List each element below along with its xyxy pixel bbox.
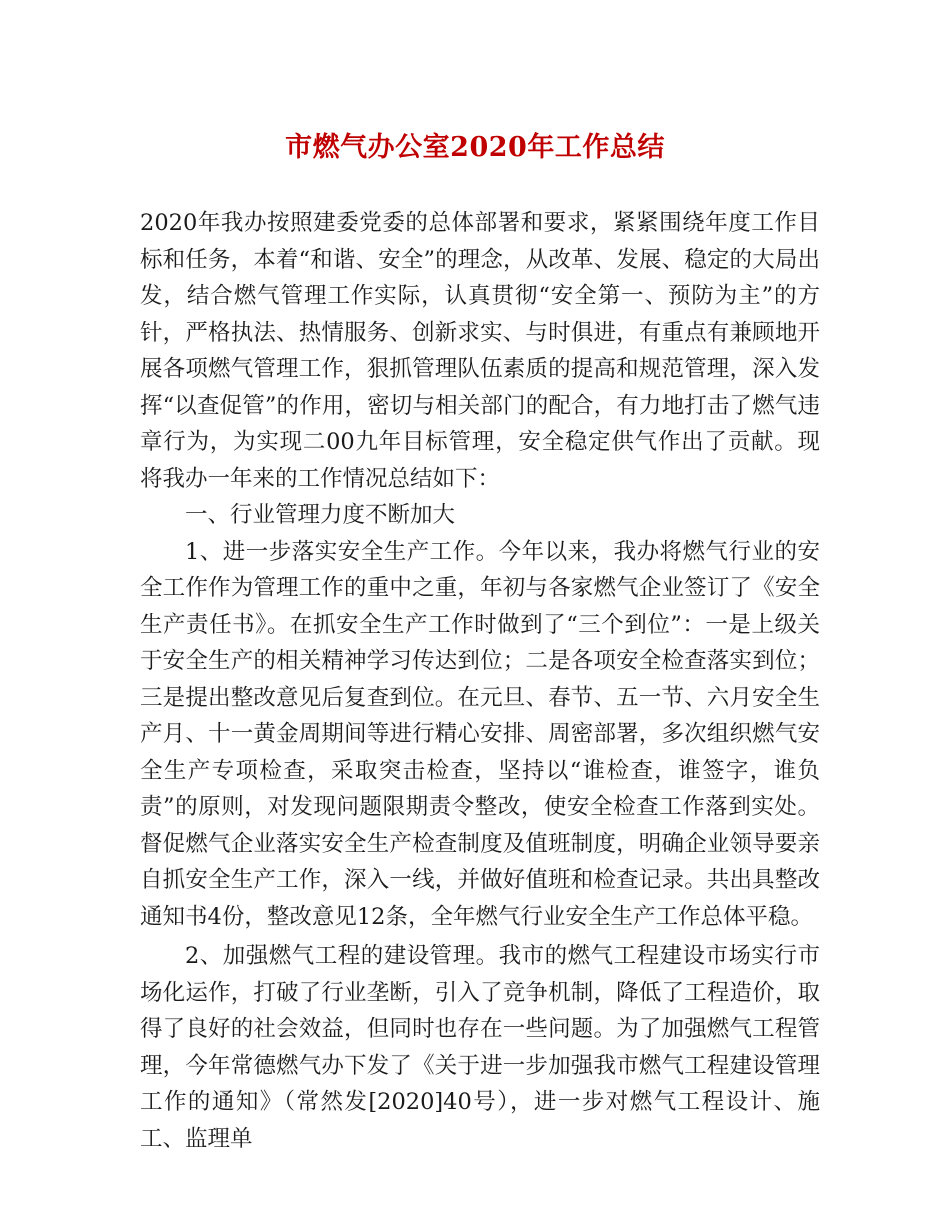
document-body (140, 205, 820, 1157)
paragraph-intro: 2020年我办按照建委党委的总体部署和要求，紧紧围绕年度工作目标和任务，本着“和谐、安全”的理念，从改革、发展、稳定的大局出发，结合燃气管理工作实际，认真贯彻“安全第一、预防为主”的方针，严格执法、热情服务、创新求实、与时俱进，有重点有兼顾地开展各项燃气管理工作，狠抓管理队伍素质的提高和规范管理，深入发挥“以查促管”的作用，密切与相关部门的配合，有力地打击了燃气违章行为，为实现二00九年目标管理，安全稳定供气作出了贡献。现将我办一年来的工作情况总结如下： (140, 210, 820, 492)
paragraph-gas-engineering: 2、加强燃气工程的建设管理。我市的燃气工程建设市场实行市场化运作，打破了行业垄断，引入了竞争机制，降低了工程造价，取得了良好的社会效益，但同时也存在一些问题。为了加强燃气工程管理，今年常德燃气办下发了《关于进一步加强我市燃气工程建设管理工作的通知》（常然发[2020]40号），进一步对燃气工程设计、施工、监理单 (140, 943, 820, 1152)
section-heading-industry-management: 一、行业管理力度不断加大 (185, 502, 456, 528)
document-title: 市燃气办公室2020年工作总结 (285, 132, 665, 163)
paragraph-safety-production: 1、进一步落实安全生产工作。今年以来，我办将燃气行业的安全工作作为管理工作的重中之重，年初与各家燃气企业签订了《安全生产责任书》。在抓安全生产工作时做到了“三个到位”：一是上级关于安全生产的相关精神学习传达到位；二是各项安全检查落实到位；三是提出整改意见后复查到位。在元旦、春节、五一节、六月安全生产月、十一黄金周期间等进行精心安排、周密部署，多次组织燃气安全生产专项检查，采取突击检查，坚持以“谁检查，谁签字，谁负责”的原则，对发现问题限期责令整改，使安全检查工作落到实处。督促燃气企业落实安全生产检查制度及值班制度，明确企业领导要亲自抓安全生产工作，深入一线，并做好值班和检查记录。共出具整改通知书4份，整改意见12条，全年燃气行业安全生产工作总体平稳。 (140, 538, 820, 930)
